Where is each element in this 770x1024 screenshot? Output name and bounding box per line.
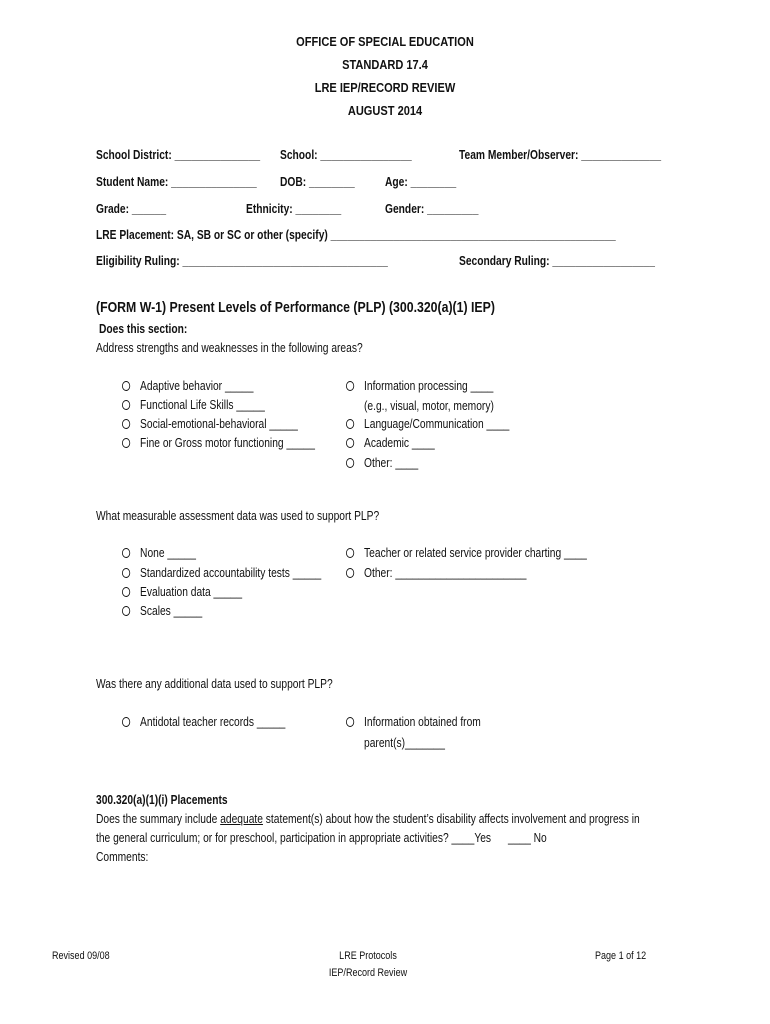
- option-label: Adaptive behavior _____: [140, 379, 254, 393]
- line1-pre: Does the summary include: [96, 812, 221, 826]
- school-field[interactable]: School: ________________: [280, 148, 412, 162]
- option-other-data[interactable]: [346, 566, 526, 580]
- option-label: Other: ____: [364, 456, 419, 470]
- radio-icon[interactable]: [346, 419, 354, 429]
- option-antidotal-records[interactable]: [122, 715, 285, 729]
- ethnicity-field[interactable]: Ethnicity: ________: [246, 202, 342, 216]
- title-line-2: STANDARD 17.4: [342, 57, 428, 72]
- option-label: Language/Communication ____: [364, 417, 510, 431]
- option-label: Information processing ____: [364, 379, 494, 393]
- radio-icon[interactable]: [346, 438, 354, 448]
- option-label: None _____: [140, 546, 196, 560]
- placements-heading: 300.320(a)(1)(i) Placements: [96, 793, 228, 807]
- radio-icon[interactable]: [122, 381, 130, 391]
- grade-field[interactable]: Grade: ______: [96, 202, 167, 216]
- option-label: Functional Life Skills _____: [140, 398, 265, 412]
- option-teacher-charting[interactable]: [346, 546, 587, 560]
- radio-icon[interactable]: [122, 717, 130, 727]
- title-line-4: AUGUST 2014: [347, 103, 423, 118]
- option-other[interactable]: [346, 456, 418, 470]
- student-name-field[interactable]: Student Name: _______________: [96, 175, 257, 189]
- age-field[interactable]: Age: ________: [385, 175, 457, 189]
- option-label: Standardized accountability tests _____: [140, 566, 322, 580]
- radio-icon[interactable]: [346, 568, 354, 578]
- secondary-ruling-field[interactable]: Secondary Ruling: __________________: [459, 254, 656, 268]
- title-line-3: LRE IEP/RECORD REVIEW: [314, 80, 456, 95]
- option-language-communication[interactable]: [346, 417, 509, 431]
- does-this-section-label: Does this section:: [99, 322, 188, 336]
- plp-section-heading: (FORM W-1) Present Levels of Performance (PLP) (300.320(a)(1) IEP): [96, 299, 495, 316]
- radio-icon[interactable]: [346, 381, 354, 391]
- radio-icon[interactable]: [122, 419, 130, 429]
- dob-field[interactable]: DOB: ________: [280, 175, 355, 189]
- option-standardized-tests[interactable]: [122, 566, 321, 580]
- line1-post: statement(s) about how the student’s disability affects involvement and progress in: [262, 812, 640, 826]
- gender-field[interactable]: Gender: _________: [385, 202, 479, 216]
- placements-question-line1: [96, 812, 640, 826]
- option-academic[interactable]: [346, 436, 435, 450]
- option-label: Evaluation data _____: [140, 585, 243, 599]
- radio-icon[interactable]: [346, 458, 354, 468]
- option-fine-gross-motor[interactable]: [122, 436, 315, 450]
- comments-label: Comments:: [96, 850, 149, 864]
- radio-icon[interactable]: [346, 548, 354, 558]
- school-district-field[interactable]: School District: _______________: [96, 148, 261, 162]
- footer-protocols: LRE Protocols: [339, 950, 397, 962]
- question-additional-data: Was there any additional data used to support PLP?: [96, 677, 333, 691]
- option-parent-information-line2: parent(s)_______: [364, 736, 445, 750]
- radio-icon[interactable]: [122, 438, 130, 448]
- radio-icon[interactable]: [122, 568, 130, 578]
- team-member-field[interactable]: Team Member/Observer: ______________: [459, 148, 662, 162]
- radio-icon[interactable]: [346, 717, 354, 727]
- option-none[interactable]: [122, 546, 196, 560]
- radio-icon[interactable]: [122, 606, 130, 616]
- adequate-emphasis: adequate: [220, 812, 263, 826]
- option-label: Teacher or related service provider charting ____: [364, 546, 587, 560]
- option-label: Scales _____: [140, 604, 203, 618]
- option-label: Fine or Gross motor functioning _____: [140, 436, 315, 450]
- title-line-1: OFFICE OF SPECIAL EDUCATION: [296, 34, 474, 49]
- option-scales[interactable]: [122, 604, 202, 618]
- option-label: Antidotal teacher records _____: [140, 715, 286, 729]
- question-assessment-data: What measurable assessment data was used to support PLP?: [96, 509, 380, 523]
- option-functional-life-skills[interactable]: [122, 398, 265, 412]
- option-label: Information obtained from: [364, 715, 481, 729]
- placements-no-option[interactable]: ____ No: [508, 831, 547, 845]
- option-label: Social-emotional-behavioral _____: [140, 417, 298, 431]
- option-label: Academic ____: [364, 436, 435, 450]
- placements-question-line2[interactable]: the general curriculum; or for preschool, participation in appropriate activities? ____Yes: [96, 831, 492, 845]
- option-parent-information[interactable]: [346, 715, 481, 729]
- radio-icon[interactable]: [122, 400, 130, 410]
- option-adaptive-behavior[interactable]: [122, 379, 253, 393]
- option-information-processing[interactable]: [346, 379, 493, 393]
- option-social-emotional-behavioral[interactable]: [122, 417, 298, 431]
- eligibility-ruling-field[interactable]: Eligibility Ruling: ____________________________________: [96, 254, 388, 268]
- footer-revised: Revised 09/08: [52, 950, 110, 962]
- option-label: Other: _______________________: [364, 566, 527, 580]
- footer-record-review: IEP/Record Review: [328, 967, 408, 979]
- option-evaluation-data[interactable]: [122, 585, 242, 599]
- lre-placement-field[interactable]: LRE Placement: SA, SB or SC or other (specify) __________________________________________________: [96, 228, 616, 242]
- option-information-processing-detail: (e.g., visual, motor, memory): [364, 399, 494, 413]
- question-strengths-weaknesses: Address strengths and weaknesses in the following areas?: [96, 341, 363, 355]
- footer-page-number: Page 1 of 12: [595, 950, 647, 962]
- radio-icon[interactable]: [122, 587, 130, 597]
- radio-icon[interactable]: [122, 548, 130, 558]
